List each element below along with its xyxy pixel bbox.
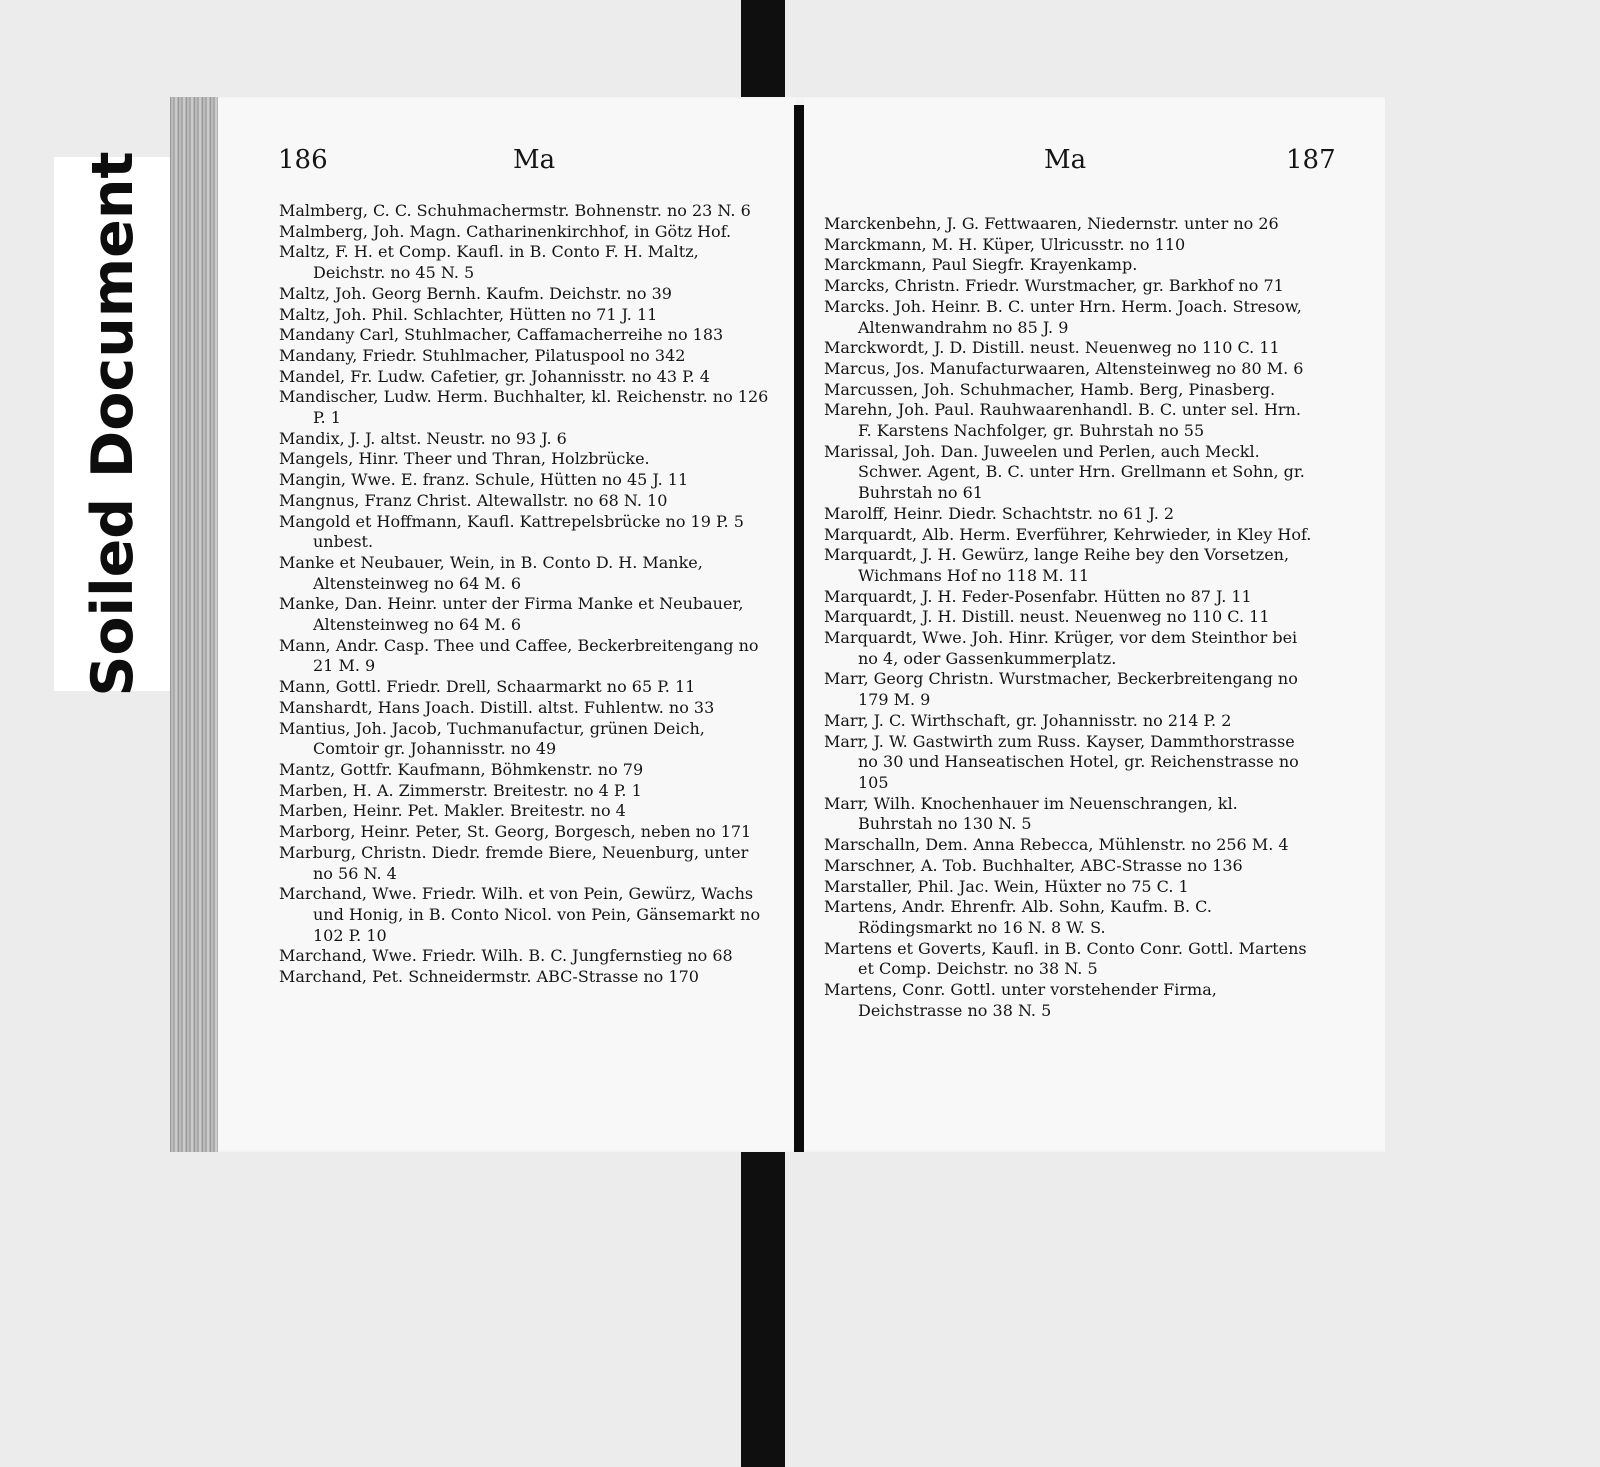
directory-entry: Malmberg, Joh. Magn. Catharinenkirchhof, in Götz Hof.: [279, 221, 732, 241]
directory-entry: Mandany Carl, Stuhlmacher, Caffamacherreihe no 183: [279, 325, 724, 345]
directory-entry: Manshardt, Hans Joach. Distill. altst. Fuhlentw. no 33: [279, 697, 715, 717]
directory-entry: Marben, Heinr. Pet. Makler. Breitestr. no 4: [279, 801, 626, 821]
left-page-heading: Ma: [513, 145, 556, 175]
directory-entry: Mangnus, Franz Christ. Altewallstr. no 68 N. 10: [279, 490, 668, 510]
directory-entry: Marben, H. A. Zimmerstr. Breitestr. no 4 P. 1: [279, 780, 642, 800]
directory-entry: Marcks. Joh. Heinr. B. C. unter Hrn. Herm. Joach. Stresow, Altenwandrahm no 85 J. 9: [824, 296, 1302, 337]
scanner-spine-bottom: [741, 1152, 785, 1467]
directory-entry: Marr, J. C. Wirthschaft, gr. Johannisstr. no 214 P. 2: [824, 710, 1232, 730]
directory-entry: Marissal, Joh. Dan. Juweelen und Perlen, auch Meckl. Schwer. Agent, B. C. unter Hrn. Grellmann et Sohn, gr. Buhrstah no 61: [824, 441, 1305, 503]
directory-entry: Marckenbehn, J. G. Fettwaaren, Niedernstr. unter no 26: [824, 214, 1279, 233]
directory-entry: Martens, Andr. Ehrenfr. Alb. Sohn, Kaufm. B. C. Rödingsmarkt no 16 N. 8 W. S.: [824, 897, 1212, 937]
directory-entry: Marschalln, Dem. Anna Rebecca, Mühlenstr. no 256 M. 4: [824, 835, 1289, 855]
directory-entry: Marr, Wilh. Knochenhauer im Neuenschrangen, kl. Buhrstah no 130 N. 5: [824, 793, 1238, 834]
directory-entry: Marquardt, J. H. Gewürz, lange Reihe bey den Vorsetzen, Wichmans Hof no 118 M. 11: [824, 545, 1290, 585]
directory-entry: Mangin, Wwe. E. franz. Schule, Hütten no 45 J. 11: [279, 470, 689, 490]
directory-entry: Marckmann, Paul Siegfr. Krayenkamp.: [824, 255, 1138, 275]
directory-entry: Marquardt, Wwe. Joh. Hinr. Krüger, vor dem Steinthor bei no 4, oder Gassenkummerplatz.: [824, 628, 1298, 668]
directory-entry: Marchand, Wwe. Friedr. Wilh. et von Pein, Gewürz, Wachs und Honig, in B. Conto Nicol. von Pein, Gänsemarkt no 102 P. 10: [279, 884, 761, 945]
directory-entry: Marstaller, Phil. Jac. Wein, Hüxter no 75 C. 1: [824, 876, 1189, 896]
directory-entry: Maltz, Joh. Phil. Schlachter, Hütten no 71 J. 11: [279, 304, 658, 324]
right-page: [804, 99, 1385, 1150]
directory-entry: Marschner, A. Tob. Buchhalter, ABC-Strasse no 136: [824, 855, 1243, 875]
directory-entry: Mantz, Gottfr. Kaufmann, Böhmkenstr. no 79: [279, 759, 644, 779]
directory-entry: Marckwordt, J. D. Distill. neust. Neuenweg no 110 C. 11: [824, 338, 1280, 358]
right-page-heading: Ma: [1044, 145, 1087, 175]
left-directory-list: [279, 201, 769, 988]
directory-entry: Mann, Andr. Casp. Thee und Caffee, Beckerbreitengang no 21 M. 9: [279, 635, 759, 676]
directory-entry: Marquardt, J. H. Distill. neust. Neuenweg no 110 C. 11: [824, 607, 1270, 627]
directory-entry: Marcks, Christn. Friedr. Wurstmacher, gr. Barkhof no 71: [824, 276, 1284, 296]
directory-entry: Marr, Georg Christn. Wurstmacher, Beckerbreitengang no 179 M. 9: [824, 669, 1298, 710]
directory-entry: Maltz, F. H. et Comp. Kaufl. in B. Conto F. H. Maltz, Deichstr. no 45 N. 5: [279, 242, 699, 283]
directory-entry: Mandel, Fr. Ludw. Cafetier, gr. Johannisstr. no 43 P. 4: [279, 366, 710, 386]
left-page: [218, 99, 796, 1150]
directory-entry: Marchand, Wwe. Friedr. Wilh. B. C. Jungfernstieg no 68: [279, 946, 733, 966]
directory-entry: Marquardt, J. H. Feder-Posenfabr. Hütten no 87 J. 11: [824, 586, 1252, 606]
book-gutter: [794, 105, 804, 1152]
directory-entry: Marcus, Jos. Manufacturwaaren, Altensteinweg no 80 M. 6: [824, 358, 1304, 378]
directory-entry: Marborg, Heinr. Peter, St. Georg, Borgesch, neben no 171: [279, 822, 752, 842]
directory-entry: Marcussen, Joh. Schuhmacher, Hamb. Berg, Pinasberg.: [824, 379, 1276, 399]
directory-entry: Mangels, Hinr. Theer und Thran, Holzbrücke.: [279, 449, 650, 469]
directory-entry: Martens et Goverts, Kaufl. in B. Conto Conr. Gottl. Martens et Comp. Deichstr. no 38 N. 5: [824, 938, 1307, 979]
directory-entry: Martens, Conr. Gottl. unter vorstehender Firma, Deichstrasse no 38 N. 5: [824, 980, 1217, 1020]
directory-entry: Marolff, Heinr. Diedr. Schachtstr. no 61 J. 2: [824, 503, 1175, 523]
directory-entry: Marr, J. W. Gastwirth zum Russ. Kayser, Dammthorstrasse no 30 und Hanseatischen Hotel, gr. Reichenstrasse no 105: [824, 731, 1299, 792]
directory-entry: Mangold et Hoffmann, Kaufl. Kattrepelsbrücke no 19 P. 5 unbest.: [279, 511, 744, 552]
right-page-number: 187: [1286, 145, 1336, 175]
directory-entry: Marckmann, M. H. Küper, Ulricusstr. no 110: [824, 234, 1186, 254]
directory-entry: Marehn, Joh. Paul. Rauhwaarenhandl. B. C. unter sel. Hrn. F. Karstens Nachfolger, gr. Buhrstah no 55: [824, 400, 1301, 441]
directory-entry: Mandischer, Ludw. Herm. Buchhalter, kl. Reichenstr. no 126 P. 1: [279, 387, 769, 428]
directory-entry: Manke et Neubauer, Wein, in B. Conto D. H. Manke, Altensteinweg no 64 M. 6: [279, 552, 703, 593]
directory-entry: Marburg, Christn. Diedr. fremde Biere, Neuenburg, unter no 56 N. 4: [279, 842, 749, 883]
right-directory-list: [824, 214, 1317, 1021]
directory-entry: Mantius, Joh. Jacob, Tuchmanufactur, grünen Deich, Comtoir gr. Johannisstr. no 49: [279, 718, 705, 759]
scanner-spine-top: [741, 0, 785, 110]
directory-entry: Maltz, Joh. Georg Bernh. Kaufm. Deichstr. no 39: [279, 283, 672, 303]
directory-entry: Malmberg, C. C. Schuhmachermstr. Bohnenstr. no 23 N. 6: [279, 201, 751, 220]
directory-entry: Manke, Dan. Heinr. unter der Firma Manke et Neubauer, Altensteinweg no 64 M. 6: [279, 594, 744, 635]
directory-entry: Mann, Gottl. Friedr. Drell, Schaarmarkt no 65 P. 11: [279, 677, 696, 697]
left-page-number: 186: [278, 145, 328, 175]
directory-entry: Marquardt, Alb. Herm. Everführer, Kehrwieder, in Kley Hof.: [824, 524, 1312, 544]
directory-entry: Marchand, Pet. Schneidermstr. ABC-Strasse no 170: [279, 967, 699, 987]
directory-entry: Mandix, J. J. altst. Neustr. no 93 J. 6: [279, 428, 567, 448]
directory-entry: Mandany, Friedr. Stuhlmacher, Pilatuspool no 342: [279, 345, 686, 365]
soiled-document-label-text: Soiled Document: [80, 151, 146, 697]
book-page-edges: [170, 97, 218, 1152]
